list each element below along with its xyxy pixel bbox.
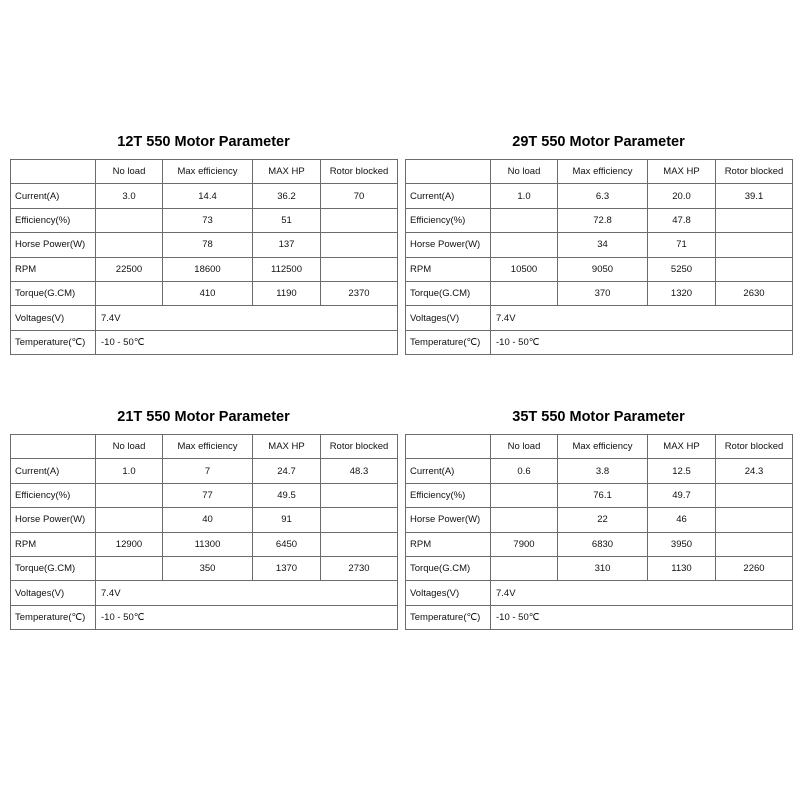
row-label: Temperature(℃) xyxy=(11,330,96,354)
row-label: RPM xyxy=(11,257,96,281)
table-cell: 20.0 xyxy=(648,184,716,208)
row-label: Efficiency(%) xyxy=(406,483,491,507)
table-cell: 49.5 xyxy=(253,483,321,507)
table-row xyxy=(11,257,398,281)
row-label: Current(A) xyxy=(11,184,96,208)
column-header: Max efficiency xyxy=(163,160,253,184)
table-cell: 49.7 xyxy=(648,483,716,507)
table-cell: 1370 xyxy=(253,556,321,580)
panel-title: 21T 550 Motor Parameter xyxy=(117,409,290,425)
temperature-value: -10 - 50℃ xyxy=(96,605,398,629)
voltage-value: 7.4V xyxy=(96,306,398,330)
table-cell xyxy=(321,483,398,507)
row-label: Voltages(V) xyxy=(406,581,491,605)
panel-21t xyxy=(10,406,397,630)
table-row xyxy=(11,605,398,629)
row-label: Voltages(V) xyxy=(406,306,491,330)
table-cell xyxy=(321,208,398,232)
table-cell xyxy=(96,556,163,580)
table-row xyxy=(11,483,398,507)
table-cell xyxy=(491,556,558,580)
table-cell: 1320 xyxy=(648,281,716,305)
parameter-table xyxy=(10,434,398,630)
column-header: Rotor blocked xyxy=(716,160,793,184)
table-row xyxy=(406,281,793,305)
table-row xyxy=(11,184,398,208)
table-row xyxy=(11,532,398,556)
table-row xyxy=(406,483,793,507)
table-cell: 7900 xyxy=(491,532,558,556)
table-cell xyxy=(491,208,558,232)
table-row xyxy=(406,556,793,580)
table-cell: 71 xyxy=(648,233,716,257)
parameter-table xyxy=(10,159,398,355)
table-row xyxy=(11,233,398,257)
voltage-value: 7.4V xyxy=(491,306,793,330)
table-row xyxy=(11,508,398,532)
temperature-value: -10 - 50℃ xyxy=(96,330,398,354)
table-row xyxy=(406,184,793,208)
column-header: No load xyxy=(96,435,163,459)
column-header: MAX HP xyxy=(648,435,716,459)
column-header: MAX HP xyxy=(648,160,716,184)
table-row xyxy=(11,581,398,605)
column-header: No load xyxy=(491,435,558,459)
header-row xyxy=(11,435,398,459)
temperature-value: -10 - 50℃ xyxy=(491,330,793,354)
row-label: Temperature(℃) xyxy=(11,605,96,629)
table-cell xyxy=(491,233,558,257)
table-cell: 36.2 xyxy=(253,184,321,208)
table-cell xyxy=(491,483,558,507)
table-cell xyxy=(491,508,558,532)
table-cell: 112500 xyxy=(253,257,321,281)
table-cell: 7 xyxy=(163,459,253,483)
table-row xyxy=(11,556,398,580)
table-cell: 1.0 xyxy=(491,184,558,208)
table-row xyxy=(406,208,793,232)
table-row xyxy=(406,233,793,257)
table-cell: 39.1 xyxy=(716,184,793,208)
row-label: Current(A) xyxy=(406,184,491,208)
table-cell xyxy=(321,532,398,556)
panel-title: 12T 550 Motor Parameter xyxy=(117,134,290,150)
table-cell xyxy=(96,281,163,305)
row-label: Horse Power(W) xyxy=(406,508,491,532)
table-cell: 47.8 xyxy=(648,208,716,232)
row-label: Horse Power(W) xyxy=(11,508,96,532)
table-row xyxy=(406,306,793,330)
table-cell xyxy=(716,532,793,556)
table-cell: 12.5 xyxy=(648,459,716,483)
corner-cell xyxy=(406,435,491,459)
table-cell xyxy=(716,233,793,257)
row-label: Horse Power(W) xyxy=(406,233,491,257)
row-label: RPM xyxy=(406,257,491,281)
table-cell: 10500 xyxy=(491,257,558,281)
column-header: MAX HP xyxy=(253,435,321,459)
table-cell: 77 xyxy=(163,483,253,507)
table-cell xyxy=(96,208,163,232)
column-header: Rotor blocked xyxy=(321,435,398,459)
table-cell: 91 xyxy=(253,508,321,532)
header-row xyxy=(11,160,398,184)
panel-29t xyxy=(405,131,792,355)
row-label: Current(A) xyxy=(406,459,491,483)
table-cell: 0.6 xyxy=(491,459,558,483)
table-cell: 1190 xyxy=(253,281,321,305)
table-cell xyxy=(96,508,163,532)
row-label: RPM xyxy=(11,532,96,556)
table-cell: 34 xyxy=(558,233,648,257)
row-label: Torque(G.CM) xyxy=(11,281,96,305)
row-label: RPM xyxy=(406,532,491,556)
parameter-table xyxy=(405,434,793,630)
table-cell xyxy=(321,508,398,532)
table-row xyxy=(406,581,793,605)
table-cell: 310 xyxy=(558,556,648,580)
panel-35t xyxy=(405,406,792,630)
table-cell: 14.4 xyxy=(163,184,253,208)
table-cell: 370 xyxy=(558,281,648,305)
row-label: Torque(G.CM) xyxy=(406,281,491,305)
row-label: Torque(G.CM) xyxy=(406,556,491,580)
table-row xyxy=(406,459,793,483)
table-row xyxy=(406,257,793,281)
table-cell: 6.3 xyxy=(558,184,648,208)
column-header: No load xyxy=(491,160,558,184)
column-header: Rotor blocked xyxy=(321,160,398,184)
table-cell: 2630 xyxy=(716,281,793,305)
table-cell: 3.8 xyxy=(558,459,648,483)
table-cell: 46 xyxy=(648,508,716,532)
table-cell xyxy=(716,483,793,507)
row-label: Torque(G.CM) xyxy=(11,556,96,580)
table-cell: 2370 xyxy=(321,281,398,305)
table-cell: 9050 xyxy=(558,257,648,281)
table-row xyxy=(11,459,398,483)
table-cell: 22 xyxy=(558,508,648,532)
table-cell: 1130 xyxy=(648,556,716,580)
column-header: MAX HP xyxy=(253,160,321,184)
row-label: Temperature(℃) xyxy=(406,605,491,629)
row-label: Current(A) xyxy=(11,459,96,483)
table-cell: 24.7 xyxy=(253,459,321,483)
table-row xyxy=(406,605,793,629)
parameter-table xyxy=(405,159,793,355)
table-row xyxy=(406,532,793,556)
table-cell: 78 xyxy=(163,233,253,257)
table-cell xyxy=(491,281,558,305)
voltage-value: 7.4V xyxy=(96,581,398,605)
table-cell: 6450 xyxy=(253,532,321,556)
table-cell: 22500 xyxy=(96,257,163,281)
table-cell: 70 xyxy=(321,184,398,208)
row-label: Horse Power(W) xyxy=(11,233,96,257)
table-cell: 350 xyxy=(163,556,253,580)
table-cell: 11300 xyxy=(163,532,253,556)
table-cell xyxy=(96,483,163,507)
table-cell: 51 xyxy=(253,208,321,232)
table-row xyxy=(406,508,793,532)
temperature-value: -10 - 50℃ xyxy=(491,605,793,629)
table-row xyxy=(406,330,793,354)
table-cell: 2260 xyxy=(716,556,793,580)
table-cell: 76.1 xyxy=(558,483,648,507)
table-cell: 48.3 xyxy=(321,459,398,483)
column-header: Max efficiency xyxy=(163,435,253,459)
table-cell: 24.3 xyxy=(716,459,793,483)
row-label: Voltages(V) xyxy=(11,306,96,330)
table-cell xyxy=(716,208,793,232)
table-cell xyxy=(96,233,163,257)
column-header: No load xyxy=(96,160,163,184)
table-cell: 1.0 xyxy=(96,459,163,483)
table-cell: 3950 xyxy=(648,532,716,556)
table-cell: 12900 xyxy=(96,532,163,556)
panel-12t xyxy=(10,131,397,355)
table-cell: 73 xyxy=(163,208,253,232)
table-row xyxy=(11,306,398,330)
table-cell xyxy=(321,257,398,281)
column-header: Max efficiency xyxy=(558,435,648,459)
row-label: Efficiency(%) xyxy=(406,208,491,232)
corner-cell xyxy=(406,160,491,184)
row-label: Efficiency(%) xyxy=(11,483,96,507)
table-cell xyxy=(716,257,793,281)
row-label: Efficiency(%) xyxy=(11,208,96,232)
table-cell: 2730 xyxy=(321,556,398,580)
table-cell: 40 xyxy=(163,508,253,532)
header-row xyxy=(406,160,793,184)
table-cell: 137 xyxy=(253,233,321,257)
corner-cell xyxy=(11,435,96,459)
row-label: Temperature(℃) xyxy=(406,330,491,354)
table-cell: 72.8 xyxy=(558,208,648,232)
voltage-value: 7.4V xyxy=(491,581,793,605)
table-cell: 18600 xyxy=(163,257,253,281)
table-row xyxy=(11,208,398,232)
table-row xyxy=(11,281,398,305)
column-header: Rotor blocked xyxy=(716,435,793,459)
header-row xyxy=(406,435,793,459)
table-row xyxy=(11,330,398,354)
column-header: Max efficiency xyxy=(558,160,648,184)
row-label: Voltages(V) xyxy=(11,581,96,605)
table-cell: 410 xyxy=(163,281,253,305)
panel-title: 35T 550 Motor Parameter xyxy=(512,409,685,425)
table-cell: 3.0 xyxy=(96,184,163,208)
table-cell xyxy=(716,508,793,532)
table-cell: 5250 xyxy=(648,257,716,281)
corner-cell xyxy=(11,160,96,184)
table-cell: 6830 xyxy=(558,532,648,556)
panel-title: 29T 550 Motor Parameter xyxy=(512,134,685,150)
table-cell xyxy=(321,233,398,257)
